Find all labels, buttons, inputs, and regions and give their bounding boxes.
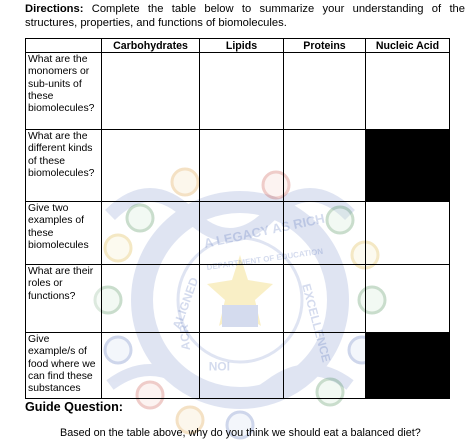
watermark-text-deped: DEPARTMENT OF EDUCATION (206, 246, 324, 272)
answer-cell[interactable] (284, 53, 366, 130)
table-row (26, 202, 450, 265)
header-corner (26, 39, 102, 53)
directions (25, 2, 465, 30)
answer-cell[interactable] (284, 333, 366, 399)
answer-cell[interactable] (200, 53, 284, 130)
answer-cell[interactable] (284, 265, 366, 333)
answer-cell[interactable] (200, 333, 284, 399)
answer-cell[interactable] (102, 202, 200, 265)
answer-cell[interactable] (284, 130, 366, 202)
answer-cell[interactable] (200, 130, 284, 202)
header-proteins: Proteins (284, 39, 366, 53)
answer-cell[interactable] (366, 265, 450, 333)
row-question-roles: What are their roles or functions? (26, 265, 102, 333)
answer-cell[interactable] (102, 265, 200, 333)
header-nucleic-acid: Nucleic Acid (366, 39, 450, 53)
answer-cell[interactable] (102, 130, 200, 202)
row-question-kinds: What are the different kinds of these biomolecules? (26, 130, 102, 202)
answer-cell[interactable] (102, 53, 200, 130)
blacked-out-cell (366, 333, 450, 399)
watermark-text-acr: ACR (176, 323, 193, 351)
table-header-row (26, 39, 450, 53)
blacked-out-cell (366, 130, 450, 202)
header-lipids: Lipids (200, 39, 284, 53)
row-question-food: Give example/s of food where we can find these substances (26, 333, 102, 399)
directions-text: Complete the table below to summarize your understanding of the structures, properties, and functions of biomolecules. (25, 3, 465, 29)
directions-label: Directions: (25, 3, 84, 15)
answer-cell[interactable] (366, 202, 450, 265)
answer-cell[interactable] (284, 202, 366, 265)
table-row (26, 265, 450, 333)
guide-question-heading: Guide Question: (25, 400, 123, 414)
row-question-examples: Give two examples of these biomolecules (26, 202, 102, 265)
biomolecule-table (25, 38, 450, 399)
table-row (26, 130, 450, 202)
watermark-text-legacy: A LEGACY AS RICH (202, 210, 326, 251)
answer-cell[interactable] (200, 265, 284, 333)
table-row (26, 53, 450, 130)
guide-question-text: Based on the table above, why do you think we should eat a balanced diet? (60, 427, 421, 439)
row-question-monomers: What are the monomers or sub-units of these biomolecules? (26, 53, 102, 130)
header-carbohydrates: Carbohydrates (102, 39, 200, 53)
answer-cell[interactable] (200, 202, 284, 265)
answer-cell[interactable] (366, 53, 450, 130)
table-row (26, 333, 450, 399)
watermark-text-excellence: EXCELLENCE (299, 282, 334, 364)
watermark-text-ion: ION (208, 359, 230, 373)
watermark-text-aligned: ALIGNED (169, 275, 202, 332)
answer-cell[interactable] (102, 333, 200, 399)
